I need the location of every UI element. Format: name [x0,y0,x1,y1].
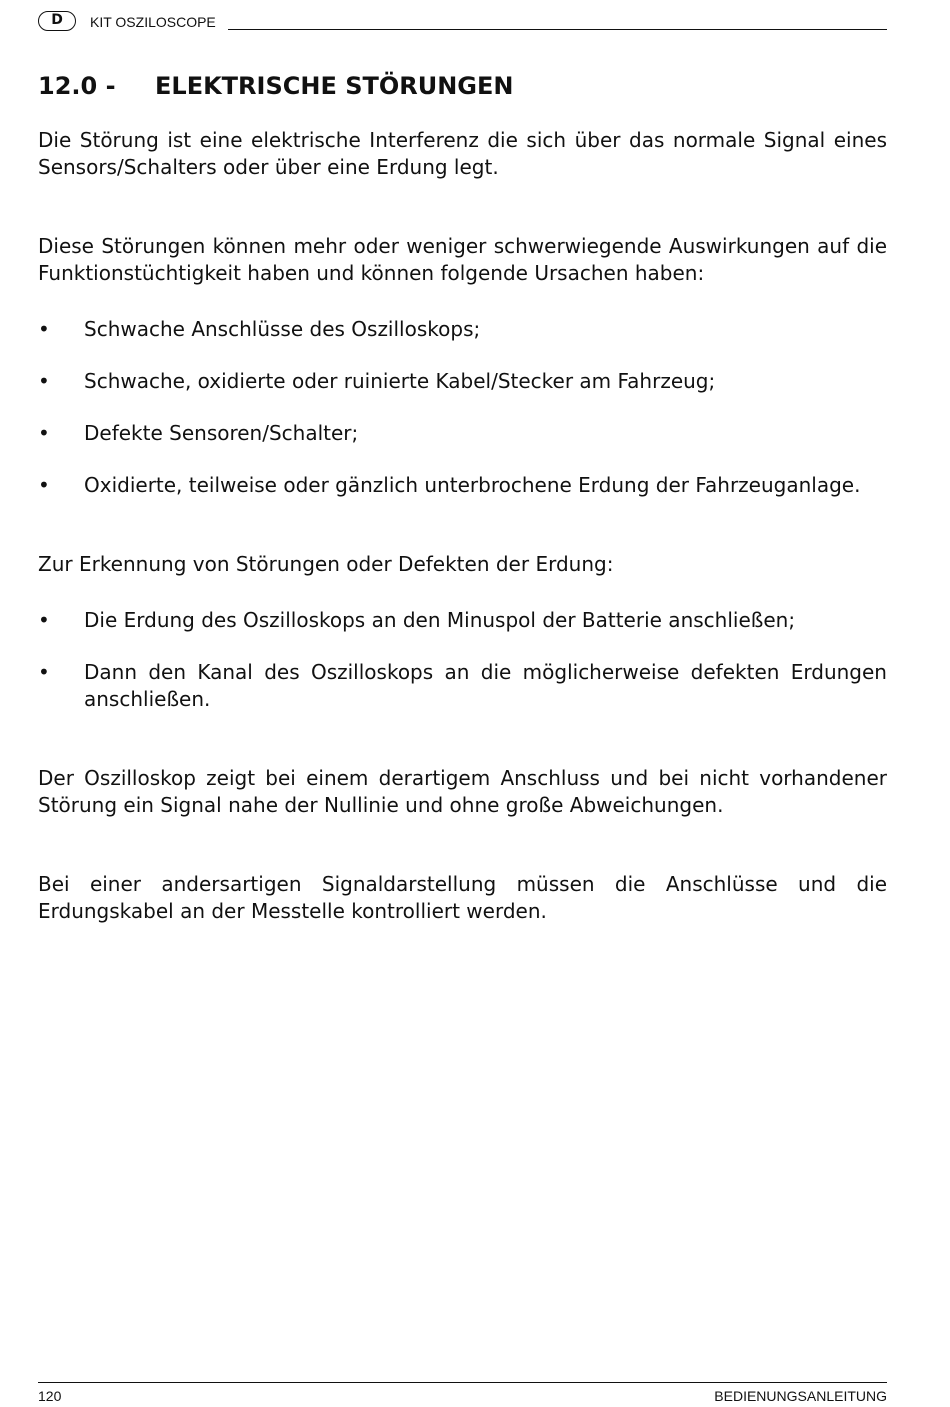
page-number: 120 [38,1388,62,1404]
section-title: ELEKTRISCHE STÖRUNGEN [155,72,514,100]
manual-label: BEDIENUNGSANLEITUNG [714,1388,887,1404]
effects-paragraph: Diese Störungen können mehr oder weniger schwerwiegende Auswirkungen auf die Funktionstüchtigkeit haben und können folgende Ursachen haben: [38,234,887,285]
bullet-icon: • [38,421,50,445]
document-title: KIT OSZILOSCOPE [90,14,216,30]
list-item: • Oxidierte, teilweise oder gänzlich unterbrochene Erdung der Fahrzeuganlage. [38,473,861,497]
page-footer [38,1382,887,1404]
list-item: • Schwache, oxidierte oder ruinierte Kabel/Stecker am Fahrzeug; [38,369,716,393]
bullet-icon: • [38,473,50,497]
causes-list [38,316,887,499]
bullet-icon: • [38,608,50,632]
bullet-icon: • [38,369,50,393]
list-item: • Die Erdung des Oszilloskops an den Minuspol der Batterie anschließen; [38,608,796,632]
detection-paragraph: Zur Erkennung von Störungen oder Defekten der Erdung: [38,551,614,576]
result-paragraph: Der Oszilloskop zeigt bei einem derartigem Anschluss und bei nicht vorhandener Störung ein Signal nahe der Nullinie und ohne große Abweichungen. [38,766,887,817]
list-item: • Schwache Anschlüsse des Oszilloskops; [38,317,481,341]
list-item: • Dann den Kanal des Oszilloskops an die möglicherweise defekten Erdungen anschließen. [38,660,887,711]
steps-list [38,607,887,712]
section-number: 12.0 - [38,72,116,100]
page-content [38,71,887,924]
check-paragraph: Bei einer andersartigen Signaldarstellung müssen die Anschlüsse und die Erdungskabel an der Messtelle kontrolliert werden. [38,872,887,923]
list-item: • Defekte Sensoren/Schalter; [38,421,359,445]
bullet-icon: • [38,317,50,341]
language-badge: D [38,11,76,31]
section-heading [38,71,887,101]
bullet-icon: • [38,660,50,684]
page-header [38,10,887,34]
intro-paragraph: Die Störung ist eine elektrische Interferenz die sich über das normale Signal eines Sensors/Schalters oder über eine Erdung legt. [38,128,887,179]
header-rule [228,29,887,30]
